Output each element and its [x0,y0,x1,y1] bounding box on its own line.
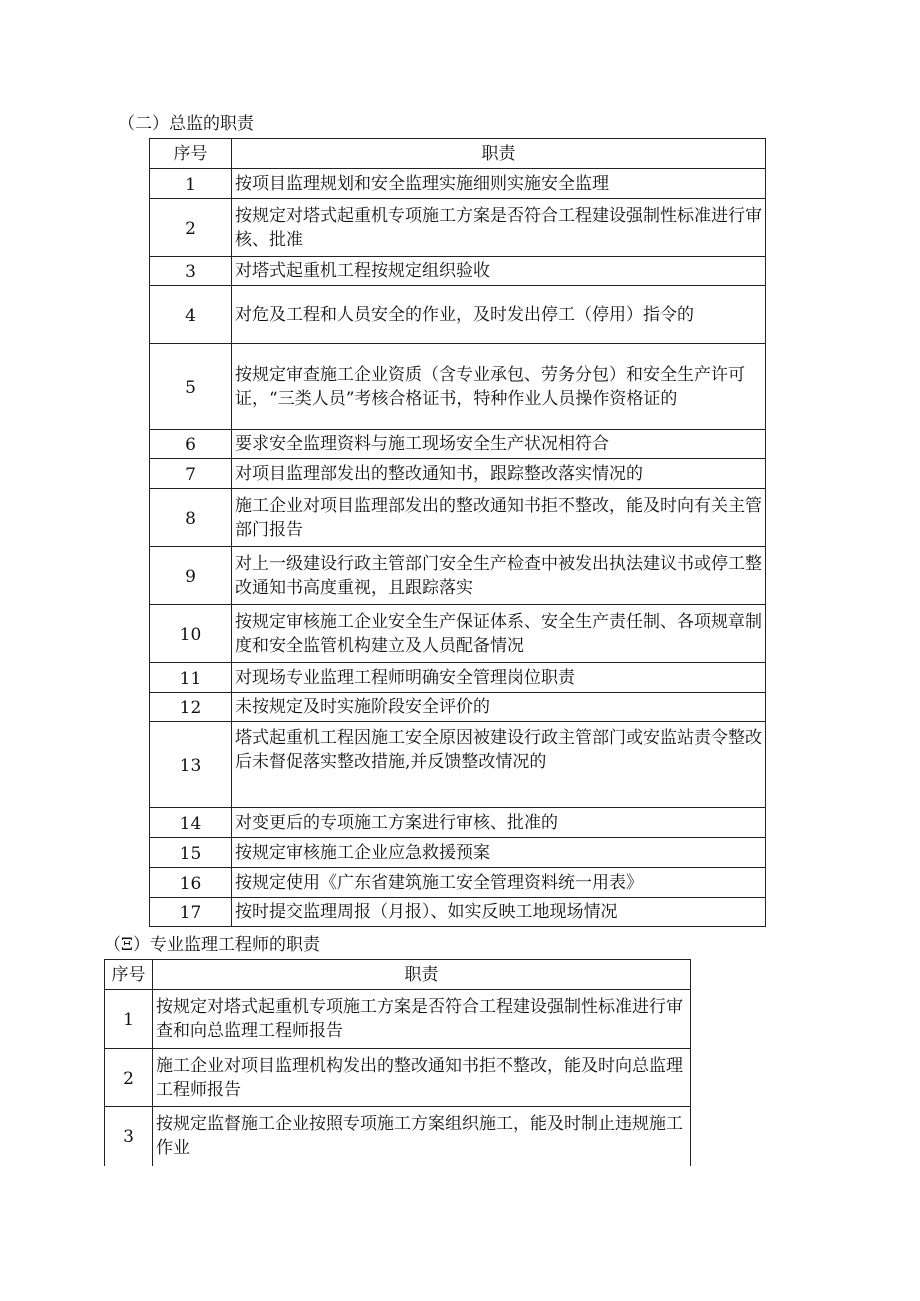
table-row [105,990,691,1049]
row-index: 3 [150,257,232,286]
row-duty: 未按规定及时实施阶段安全评价的 [232,693,766,722]
specialist-engineer-duty-table [104,959,691,1166]
table-row [150,286,766,344]
table-row [150,663,766,693]
row-duty: 对现场专业监理工程师明确安全管理岗位职责 [232,663,766,693]
row-duty: 按项目监理规划和安全监理实施细则实施安全监理 [232,169,766,199]
table-row [150,344,766,430]
row-index: 1 [105,990,153,1049]
table-header-row [105,960,691,990]
row-index: 6 [150,430,232,459]
row-duty: 按规定对塔式起重机专项施工方案是否符合工程建设强制性标准进行审查和向总监理工程师报告 [153,990,691,1049]
column-header-index: 序号 [150,139,232,169]
row-index: 1 [150,169,232,199]
row-index: 10 [150,605,232,663]
row-duty: 对项目监理部发出的整改通知书，跟踪整改落实情况的 [232,459,766,489]
row-duty: 按时提交监理周报（月报）、如实反映工地现场情况 [232,898,766,927]
row-index: 13 [150,722,232,808]
row-index: 5 [150,344,232,430]
row-duty: 对危及工程和人员安全的作业，及时发出停工（停用）指令的 [232,286,766,344]
table-row [150,808,766,838]
row-index: 2 [105,1049,153,1107]
table-header-row [150,139,766,169]
table-row [105,1107,691,1166]
row-duty: 按规定监督施工企业按照专项施工方案组织施工，能及时制止违规施工作业 [153,1107,691,1166]
row-duty: 按规定审核施工企业应急救援预案 [232,838,766,868]
table-row [150,547,766,605]
table-row [150,257,766,286]
row-index: 9 [150,547,232,605]
row-index: 4 [150,286,232,344]
table-row [150,430,766,459]
column-header-index: 序号 [105,960,153,990]
table-row [150,838,766,868]
section-title-specialist-engineer: （Ξ）专业监理工程师的职责 [104,935,320,955]
row-index: 7 [150,459,232,489]
row-index: 16 [150,868,232,898]
table-row [150,169,766,199]
row-duty: 对上一级建设行政主管部门安全生产检查中被发出执法建议书或停工整改通知书高度重视，且跟踪落实 [232,547,766,605]
row-duty: 按规定使用《广东省建筑施工安全管理资料统一用表》 [232,868,766,898]
row-duty: 塔式起重机工程因施工安全原因被建设行政主管部门或安监站责令整改后未督促落实整改措施,并反馈整改情况的 [232,722,766,808]
row-index: 12 [150,693,232,722]
section-title-chief-supervisor: （二）总监的职责 [118,114,254,134]
row-duty: 按规定对塔式起重机专项施工方案是否符合工程建设强制性标准进行审核、批准 [232,199,766,257]
row-duty: 要求安全监理资料与施工现场安全生产状况相符合 [232,430,766,459]
column-header-duty: 职责 [232,139,766,169]
table-row [150,489,766,547]
row-index: 15 [150,838,232,868]
table-row [105,1049,691,1107]
table-row [150,898,766,927]
row-duty: 对塔式起重机工程按规定组织验收 [232,257,766,286]
column-header-duty: 职责 [153,960,691,990]
table-row [150,868,766,898]
table-row [150,722,766,808]
table-row [150,605,766,663]
row-index: 8 [150,489,232,547]
row-index: 17 [150,898,232,927]
row-index: 3 [105,1107,153,1166]
row-duty: 对变更后的专项施工方案进行审核、批准的 [232,808,766,838]
table-row [150,459,766,489]
row-index: 14 [150,808,232,838]
row-duty: 按规定审核施工企业安全生产保证体系、安全生产责任制、各项规章制度和安全监管机构建立及人员配备情况 [232,605,766,663]
table-row [150,693,766,722]
table-row [150,199,766,257]
row-duty: 施工企业对项目监理部发出的整改通知书拒不整改，能及时向有关主管部门报告 [232,489,766,547]
row-duty: 施工企业对项目监理机构发出的整改通知书拒不整改，能及时向总监理工程师报告 [153,1049,691,1107]
row-duty: 按规定审查施工企业资质（含专业承包、劳务分包）和安全生产许可证，“三类人员”考核合格证书，特种作业人员操作资格证的 [232,344,766,430]
row-index: 2 [150,199,232,257]
chief-supervisor-duty-table [149,138,766,927]
row-index: 11 [150,663,232,693]
